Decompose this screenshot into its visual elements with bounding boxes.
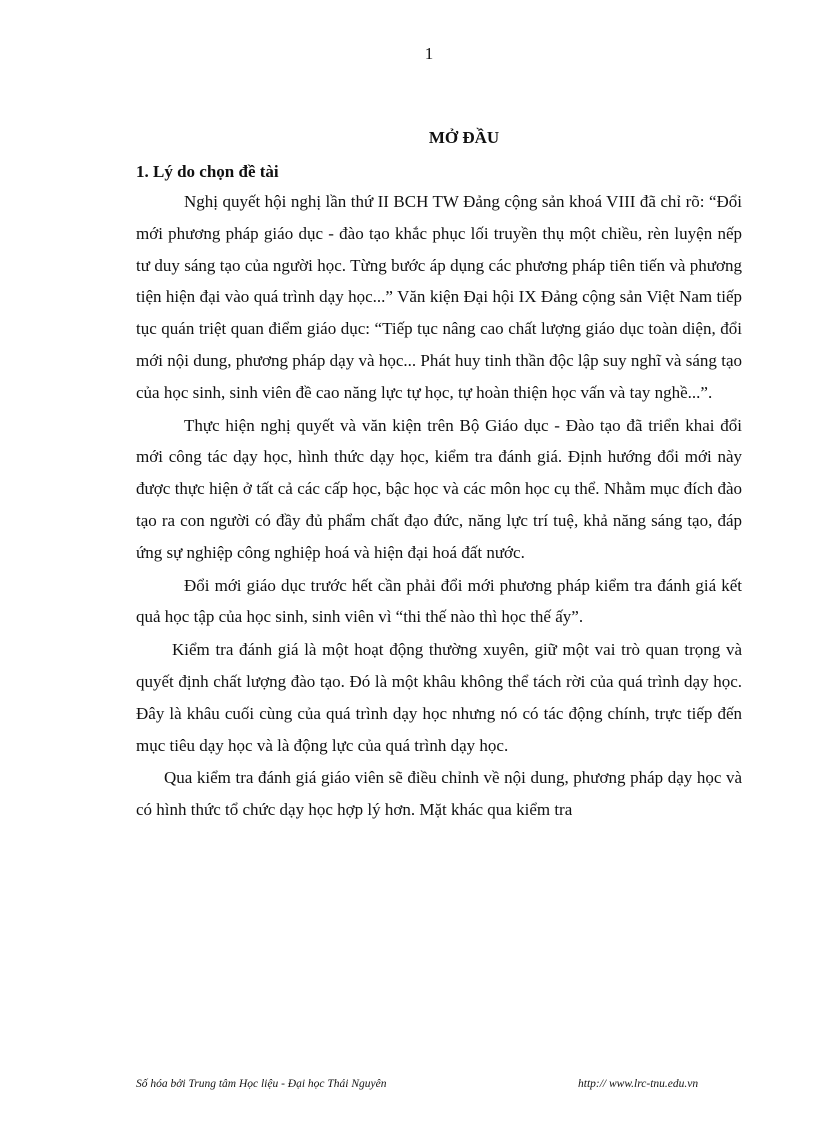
section-title: 1. Lý do chọn đề tài — [136, 162, 279, 181]
footer-source: Số hóa bởi Trung tâm Học liệu - Đại học Thái Nguyên — [136, 1078, 387, 1090]
document-body — [136, 128, 742, 827]
paragraph-5: Qua kiểm tra đánh giá giáo viên sẽ điều chỉnh về nội dung, phương pháp dạy học và có hình thức tổ chức dạy học hợp lý hơn. Mặt khác qua kiểm tra — [136, 768, 742, 820]
paragraph-3: Đổi mới giáo dục trước hết cần phải đổi mới phương pháp kiểm tra đánh giá kết quả học tập của học sinh, sinh viên vì “thi thế nào thì học thế ấy”. — [136, 575, 742, 627]
paragraph-4: Kiểm tra đánh giá là một hoạt động thường xuyên, giữ một vai trò quan trọng và quyết định chất lượng đào tạo. Đó là một khâu không thể tách rời của quá trình dạy học. Đây là khâu cuối cùng của quá trình dạy học nhưng nó có tác động chính, trực tiếp đến mục tiêu dạy học và là động lực của quá trình dạy học. — [136, 640, 742, 755]
paragraph-2: Thực hiện nghị quyết và văn kiện trên Bộ Giáo dục - Đào tạo đã triển khai đổi mới công tác dạy học, hình thức dạy học, kiểm tra đánh giá. Định hướng đổi mới này được thực hiện ở tất cả các cấp học, bậc học và các môn học cụ thể. Nhằm mục đích đào tạo ra con người có đầy đủ phẩm chất đạo đức, năng lực trí tuệ, khả năng sáng tạo, đáp ứng sự nghiệp công nghiệp hoá và hiện đại hoá đất nước. — [136, 415, 742, 562]
page-number: 1 — [424, 44, 434, 63]
footer-url: http:// www.lrc-tnu.edu.vn — [578, 1078, 699, 1090]
paragraph-1: Nghị quyết hội nghị lần thứ II BCH TW Đảng cộng sản khoá VIII đã chỉ rõ: “Đổi mới phương pháp giáo dục - đào tạo khắc phục lối truyền thụ một chiều, rèn luyện nếp tư duy sáng tạo của người học. Từng bước áp dụng các phương pháp tiên tiến và phương tiện hiện đại vào quá trình dạy học...” Văn kiện Đại hội IX Đảng cộng sản Việt Nam tiếp tục quán triệt quan điểm giáo dục: “Tiếp tục nâng cao chất lượng giáo dục toàn diện, đổi mới nội dung, phương pháp dạy và học... Phát huy tinh thần độc lập suy nghĩ và sáng tạo của học sinh, sinh viên đề cao năng lực tự học, tự hoàn thiện học vấn và tay nghề...”. — [136, 192, 742, 402]
document-heading: MỞ ĐẦU — [428, 128, 500, 147]
